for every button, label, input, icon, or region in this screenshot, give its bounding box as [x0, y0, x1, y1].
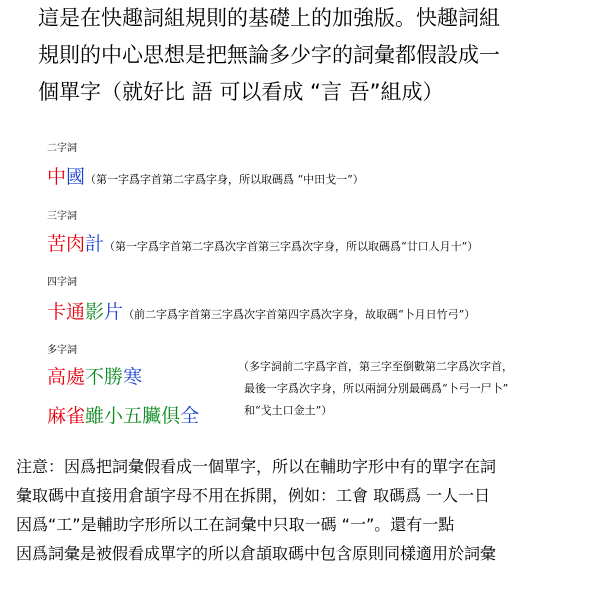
- heading-two-char: 二字詞: [47, 143, 77, 154]
- char: 不: [85, 366, 105, 388]
- char: 高: [47, 366, 67, 388]
- example-two-char: [47, 162, 364, 189]
- footer-line: 因爲詞彙是被假看成單字的所以倉頡取碼中包含原則同樣適用於詞彙: [16, 544, 497, 563]
- char: 五: [123, 405, 143, 427]
- multi-char-rule: [238, 356, 513, 422]
- char: 苦: [47, 233, 67, 255]
- footer-note: [16, 452, 586, 568]
- example-multi-char-1: [47, 362, 142, 389]
- example-note: （第一字爲字首第二字爲字身，所以取碼爲 “中田戈一”）: [85, 173, 364, 186]
- heading-multi-char: 多字詞: [47, 345, 77, 356]
- example-three-char: [47, 229, 478, 256]
- rule-line: 和“戈土口金土”）: [244, 404, 333, 417]
- intro-line: 規則的中心思想是把無論多少字的詞彙都假設成一: [38, 43, 500, 67]
- char: 全: [180, 405, 200, 427]
- rule-line: （多字詞前二字爲字首，第三字至倒數第二字爲次字首，: [238, 360, 513, 373]
- footer-line: 因爲“工”是輔助字形所以工在詞彙中只取一碼 “一”。還有一點: [16, 515, 455, 534]
- intro-paragraph: [38, 0, 578, 111]
- example-multi-char-2: [47, 401, 199, 428]
- rule-line: 最後一字爲次字身，所以兩詞分別最碼爲“卜弓一尸卜”: [244, 382, 509, 395]
- char: 中: [47, 166, 67, 188]
- footer-line: 注意：因爲把詞彙假看成一個單字，所以在輔助字形中有的單字在詞: [16, 457, 497, 476]
- char: 通: [66, 301, 86, 323]
- footer-line: 彙取碼中直接用倉頡字母不用在拆開，例如：工會 取碼爲 一人一日: [16, 486, 491, 505]
- intro-line: 個單字（就好比 語 可以看成 “言 吾”組成）: [38, 80, 444, 104]
- char: 計: [85, 233, 105, 255]
- char: 麻: [47, 405, 67, 427]
- char: 寒: [123, 366, 143, 388]
- char: 小: [104, 405, 124, 427]
- example-four-char: [47, 297, 475, 324]
- char: 雖: [85, 405, 105, 427]
- example-note: （前二字爲字首第三字爲次字首第四字爲次字身，故取碼“卜月日竹弓”）: [123, 308, 476, 321]
- char: 卡: [47, 301, 67, 323]
- char: 國: [66, 166, 86, 188]
- char: 臟: [142, 405, 162, 427]
- char: 雀: [66, 405, 86, 427]
- intro-line: 這是在快趣詞組規則的基礎上的加強版。快趣詞組: [38, 6, 500, 30]
- char: 片: [104, 301, 124, 323]
- char: 俱: [161, 405, 181, 427]
- char: 影: [85, 301, 105, 323]
- char: 勝: [104, 366, 124, 388]
- char: 處: [66, 366, 86, 388]
- example-note: （第一字爲字首第二字爲次字首第三字爲次字身，所以取碼爲“廿口人月十”）: [104, 240, 479, 253]
- heading-four-char: 四字詞: [47, 277, 77, 288]
- char: 肉: [66, 233, 86, 255]
- heading-three-char: 三字詞: [47, 211, 77, 222]
